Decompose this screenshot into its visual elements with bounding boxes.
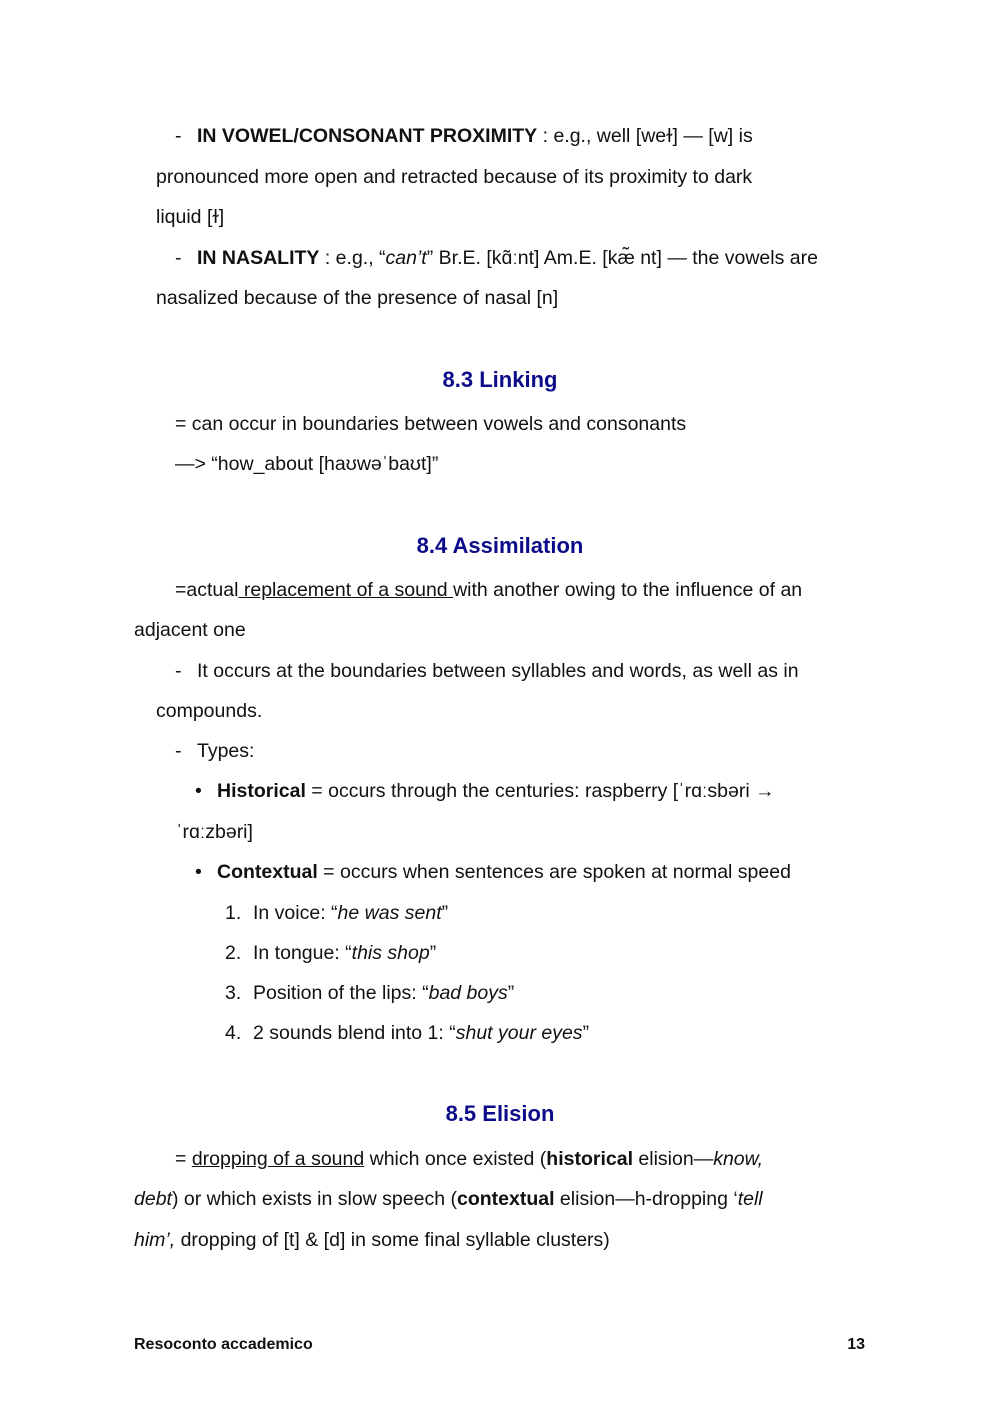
linking-example: —> “how_about [haʊwəˈbaʊt]” <box>175 453 439 475</box>
contextual-line <box>195 859 791 885</box>
assimilation-definition-line-1 <box>175 577 802 603</box>
list-dash: - <box>175 247 182 269</box>
vowel-proximity-line-1 <box>175 123 753 149</box>
list-dash: - <box>175 740 182 762</box>
list-item-close-quote: ” <box>582 1022 590 1044</box>
elision-example: him’, <box>134 1229 176 1251</box>
assimilation-def-post: with another owing to the influence of an <box>453 579 803 601</box>
list-number: 2. <box>225 942 242 964</box>
elision-example: debt <box>134 1188 172 1210</box>
elision-text: which once existed ( <box>364 1148 547 1170</box>
historical-text: = occurs through the centuries: raspberry [ˈrɑːsbəri → <box>305 780 775 802</box>
bullet-icon: • <box>195 861 202 883</box>
elision-example: know, <box>713 1148 764 1170</box>
footer-title: Resoconto accademico <box>134 1336 313 1353</box>
section-heading-linking: 8.3 Linking <box>442 367 558 392</box>
assimilation-point-line-2: compounds. <box>156 700 263 722</box>
contextual-list-item-4 <box>225 1020 589 1046</box>
assimilation-types <box>175 738 254 764</box>
assimilation-def-underlined: replacement of a sound <box>238 579 454 601</box>
nasality-pre: : e.g., “ <box>319 247 386 269</box>
elision-text: elision—h-dropping ‘ <box>554 1188 738 1210</box>
elision-text: elision— <box>633 1148 714 1170</box>
historical-label: Historical <box>217 780 306 802</box>
contextual-text: = occurs when sentences are spoken at normal speed <box>317 861 791 883</box>
list-number: 3. <box>225 982 242 1004</box>
elision-line-2 <box>134 1186 763 1212</box>
historical-line-2: ˈrɑːzbəri] <box>176 821 253 843</box>
elision-text: = <box>175 1148 192 1170</box>
contextual-list-item-2 <box>225 940 436 966</box>
assimilation-definition-line-2: adjacent one <box>134 619 246 641</box>
nasality-post: ” Br.E. [kɑ̃ːnt] Am.E. [kæ̃ nt] — the vowels are <box>426 247 818 269</box>
list-item-text: Position of the lips: “ <box>253 982 429 1004</box>
nasality-line-2: nasalized because of the presence of nasal [n] <box>156 287 559 309</box>
section-heading-assimilation: 8.4 Assimilation <box>416 533 584 558</box>
types-label: Types: <box>197 740 255 762</box>
page-number: 13 <box>847 1336 865 1353</box>
list-item-text: In tongue: “ <box>253 942 352 964</box>
list-item-example: this shop <box>351 942 430 964</box>
assimilation-point-line-1 <box>175 658 799 684</box>
elision-example: tell <box>737 1188 763 1210</box>
list-item-example: shut your eyes <box>455 1022 583 1044</box>
elision-historical-label: historical <box>546 1148 633 1170</box>
section-heading-elision: 8.5 Elision <box>445 1101 555 1126</box>
contextual-label: Contextual <box>217 861 318 883</box>
list-item-example: he was sent <box>337 902 442 924</box>
elision-underlined: dropping of a sound <box>191 1148 365 1170</box>
assimilation-def-pre: =actual <box>175 579 239 601</box>
vowel-proximity-text: : e.g., well [weɫ] — [w] is <box>537 125 753 147</box>
nasality-line-1 <box>175 245 818 271</box>
list-item-text: 2 sounds blend into 1: “ <box>253 1022 456 1044</box>
elision-contextual-label: contextual <box>456 1188 555 1210</box>
vowel-proximity-line-3: liquid [ɫ] <box>156 206 225 228</box>
list-item-text: In voice: “ <box>253 902 338 924</box>
linking-definition: = can occur in boundaries between vowels and consonants <box>175 413 687 435</box>
contextual-list-item-3 <box>225 980 514 1006</box>
nasality-example: can’t <box>385 247 427 269</box>
list-item-example: bad boys <box>428 982 508 1004</box>
list-item-close-quote: ” <box>429 942 437 964</box>
vowel-proximity-label: IN VOWEL/CONSONANT PROXIMITY <box>197 125 538 147</box>
vowel-proximity-line-2: pronounced more open and retracted because of its proximity to dark <box>156 166 753 188</box>
bullet-icon: • <box>195 780 202 802</box>
elision-text: ) or which exists in slow speech ( <box>171 1188 457 1210</box>
nasality-label: IN NASALITY <box>197 247 320 269</box>
assimilation-point-text: It occurs at the boundaries between syllables and words, as well as in <box>197 660 799 682</box>
elision-text: dropping of [t] & [d] in some final syllable clusters) <box>175 1229 610 1251</box>
list-item-close-quote: ” <box>441 902 449 924</box>
elision-line-1 <box>175 1146 763 1172</box>
list-dash: - <box>175 660 182 682</box>
list-dash: - <box>175 125 182 147</box>
list-number: 1. <box>225 902 242 924</box>
contextual-list-item-1 <box>225 900 448 926</box>
list-number: 4. <box>225 1022 242 1044</box>
elision-line-3 <box>134 1227 610 1253</box>
historical-line-1 <box>195 778 775 804</box>
list-item-close-quote: ” <box>507 982 515 1004</box>
